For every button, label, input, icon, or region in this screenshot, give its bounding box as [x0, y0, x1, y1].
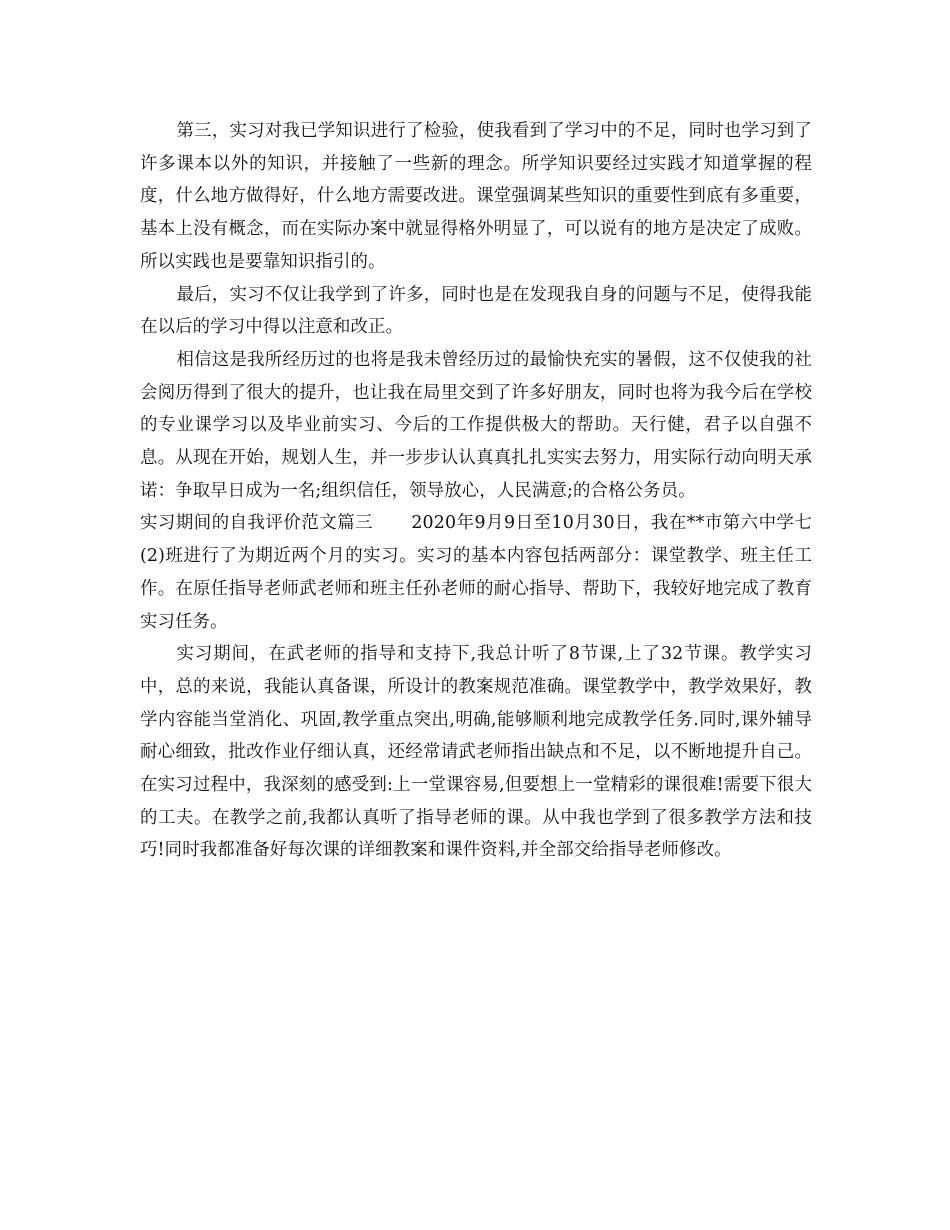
document-body	[140, 115, 812, 867]
paragraph-finally: 最后，实习不仅让我学到了许多，同时也是在发现我自身的问题与不足，使得我能在以后的学习中得以注意和改正。	[140, 284, 812, 338]
paragraph-third: 第三，实习对我已学知识进行了检验，使我看到了学习中的不足，同时也学习到了许多课本以外的知识，并接触了一些新的理念。所学知识要经过实践才知道掌握的程度，什么地方做得好，什么地方需要改进。课堂强调某些知识的重要性到底有多重要，基本上没有概念，而在实际办案中就显得格外明显了，可以说有的地方是决定了成败。所以实践也是要靠知识指引的。	[140, 121, 812, 272]
section-three	[140, 507, 812, 638]
section-heading: 实习期间的自我评价范文篇三	[140, 513, 374, 534]
section-intro-text: 2020年9月9日至10月30日，我在**市第六中学七(2)班进行了为期近两个月的实习。实习的基本内容包括两部分：课堂教学、班主任工作。在原任指导老师武老师和班主任孙老师的耐心指导、帮助下，我较好地完成了教育实习任务。	[140, 513, 813, 632]
paragraph-summer: 相信这是我所经历过的也将是我未曾经历过的最愉快充实的暑假，这不仅使我的社会阅历得到了很大的提升，也让我在局里交到了许多好朋友，同时也将为我今后在学校的专业课学习以及毕业前实习、今后的工作提供极大的帮助。天行健，君子以自强不息。从现在开始，规划人生，并一步步认认真真扎扎实实去努力，用实际行动向明天承诺：争取早日成为一名;组织信任，领导放心，人民满意;的合格公务员。	[140, 349, 812, 501]
paragraph-teaching: 实习期间，在武老师的指导和支持下,我总计听了8节课,上了32节课。教学实习中，总的来说，我能认真备课，所设计的教案规范准确。课堂教学中，教学效果好，教学内容能当堂消化、巩固,教学重点突出,明确,能够顺利地完成教学任务.同时,课外辅导耐心细致，批改作业仔细认真，还经常请武老师指出缺点和不足，以不断地提升自己。在实习过程中，我深刻的感受到:上一堂课容易,但要想上一堂精彩的课很难!需要下很大的工夫。在教学之前,我都认真听了指导老师的课。从中我也学到了很多教学方法和技巧!同时我都准备好每次课的详细教案和课件资料,并全部交给指导老师修改。	[140, 644, 812, 861]
